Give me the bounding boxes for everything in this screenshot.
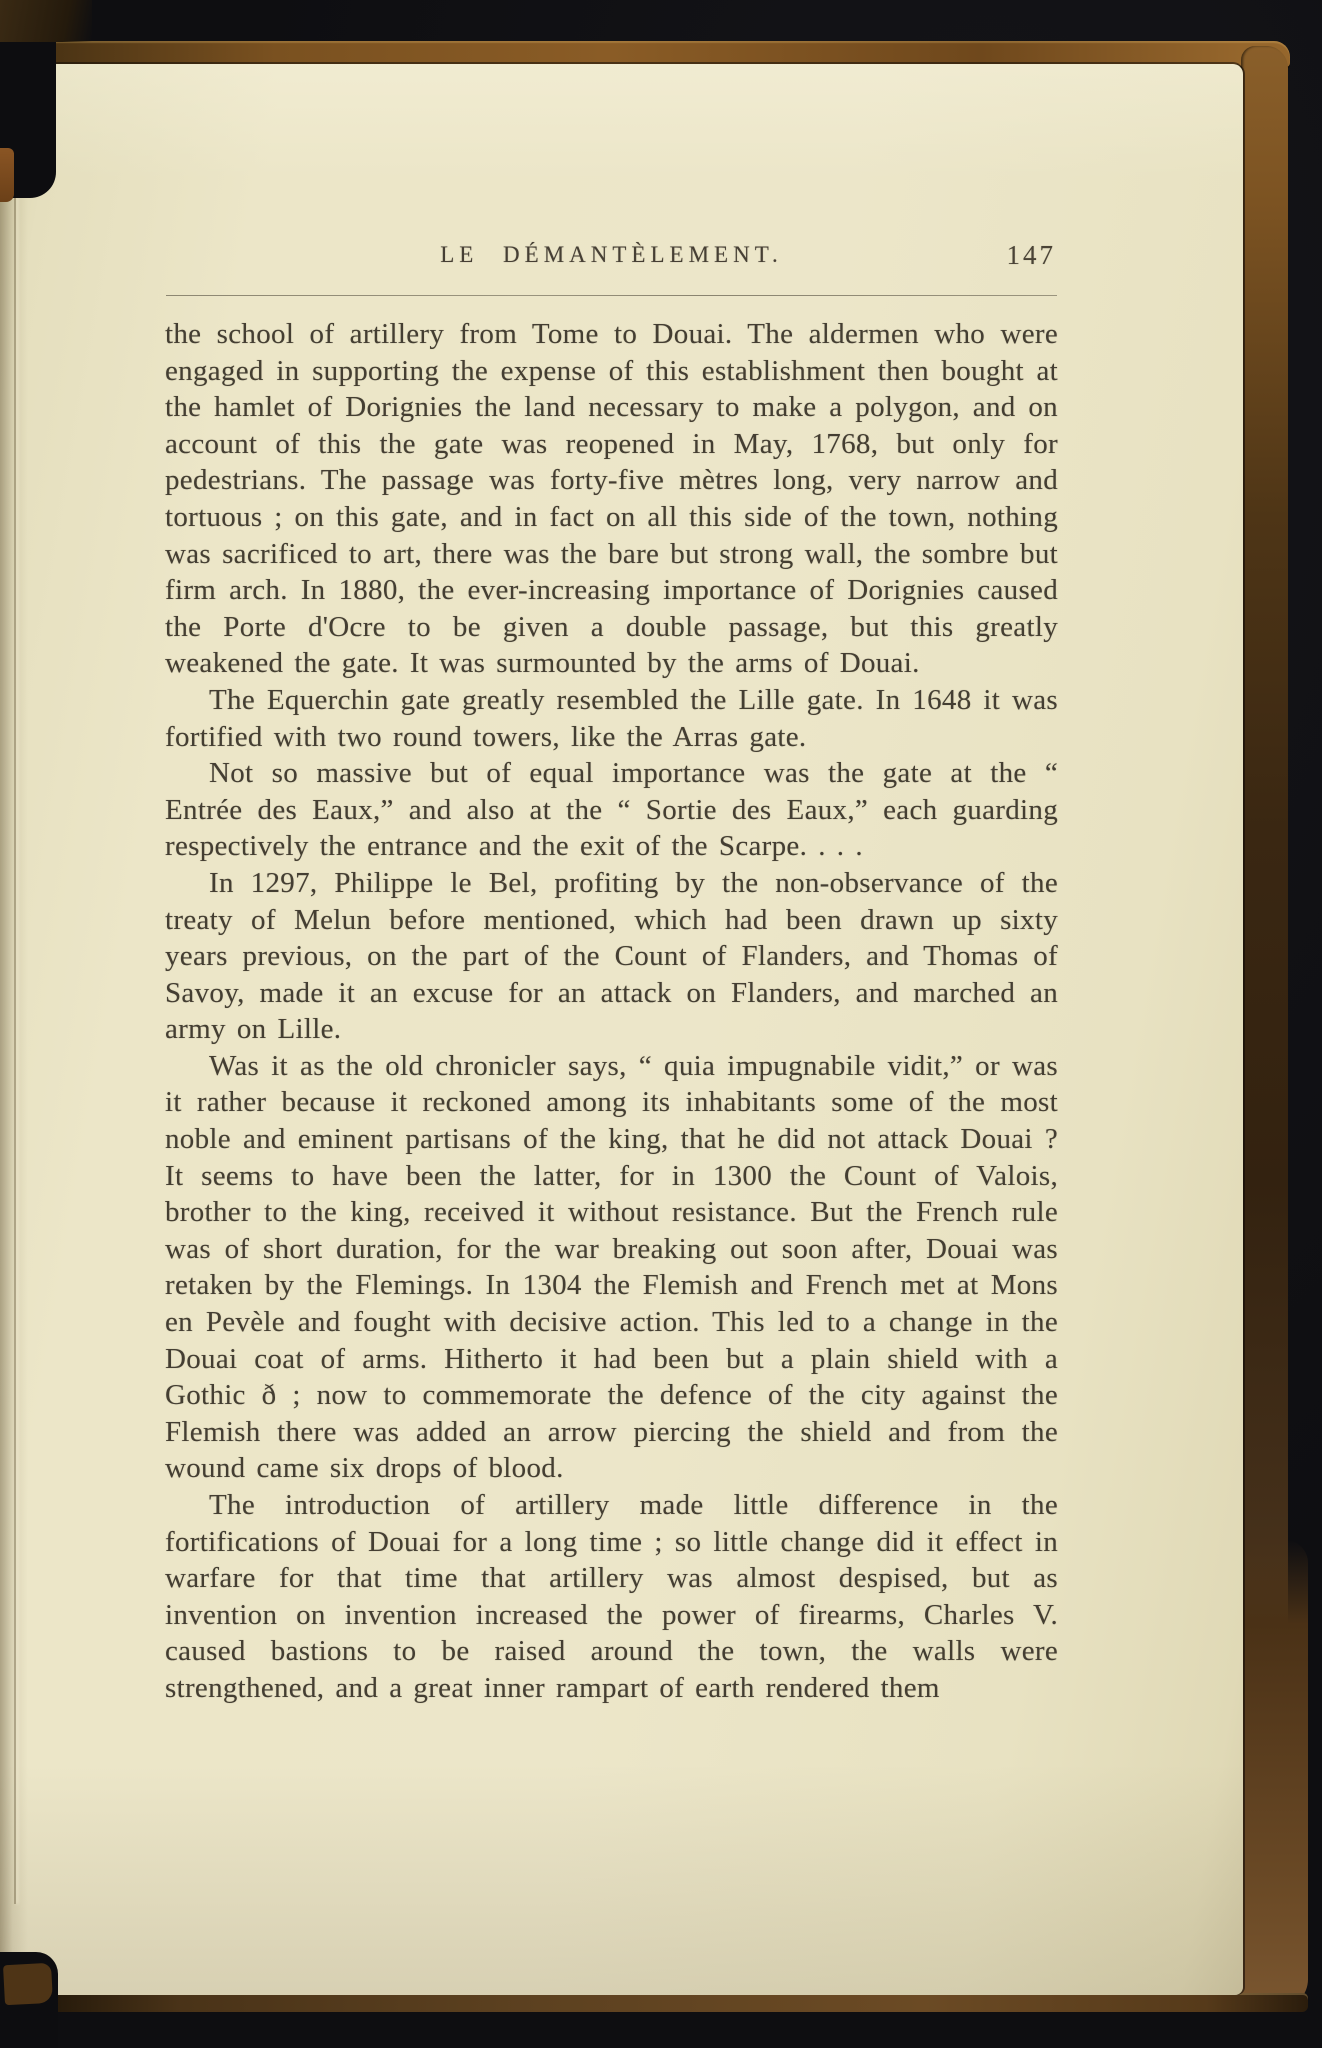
paragraph: The introduction of artillery made little difference in the fortifications of Douai for a long time ; so little change did it effect in warfare for that time that artillery was almost despised, but as invention on invention increased the power of firearms, Charles V. caused bastions to be raised around the town, the walls were strengthened, and a great inner rampart of earth rendered them — [165, 1489, 1058, 1704]
running-head-title: LE DÉMANTÈLEMENT. — [440, 242, 783, 267]
cover-corner-fragment-top-left — [0, 148, 14, 202]
paragraph: In 1297, Philippe le Bel, profiting by the non-observance of the treaty of Melun before mentioned, which had been drawn up sixty years previous, on the part of the Count of Flanders, and Thomas of Savoy, made it an excuse for an attack on Flanders, and marched an army on Lille. — [165, 866, 1058, 1046]
book-page — [0, 64, 1243, 1995]
paragraph: the school of artillery from Tome to Douai. The aldermen who were engaged in supporting the expense of this establishment then bought at the hamlet of Dorignies the land necessary to make a polygon, and on account of this the gate was reopened in May, 1768, but only for pedestrians. The passage was forty-five mètres long, very narrow and tortuous ; on this gate, and in fact on all this side of the town, nothing was sacrificed to art, there was the bare but strong wall, the sombre but firm arch. In 1880, the ever-increasing importance of Dorignies caused the Porte d'Ocre to be given a double passage, but this greatly weakened the gate. It was surmounted by the arms of Douai. — [165, 318, 1058, 680]
paragraph: The Equerchin gate greatly resembled the Lille gate. In 1648 it was fortified with two round towers, like the Arras gate. — [165, 683, 1058, 753]
running-head — [165, 242, 1058, 276]
header-rule — [166, 295, 1057, 296]
page-number: 147 — [1006, 240, 1056, 270]
paragraph: Not so massive but of equal importance was the gate at the “ Entrée des Eaux,” and also at the “ Sortie des Eaux,” each guarding respectively the entrance and the exit of the Scarpe. . . . — [165, 757, 1058, 863]
page-body — [165, 316, 1058, 1707]
page-gutter-crease — [14, 184, 16, 1904]
book-cover-bottom-edge — [28, 1993, 1308, 2012]
paragraph: Was it as the old chronicler says, “ quia impugnabile vidit,” or was it rather because it reckoned among its inhabitants some of the most noble and eminent partisans of the king, that he did not attack Douai ? It seems to have been the latter, for in 1300 the Count of Valois, brother to the king, received it without resistance. But the French rule was of short duration, for the war breaking out soon after, Douai was retaken by the Flemings. In 1304 the Flemish and French met at Mons en Pevèle and fought with decisive action. This led to a change in the Douai coat of arms. Hitherto it had been but a plain shield with a Gothic ð ; now to commemorate the defence of the city against the Flemish there was added an arrow piercing the shield and from the wound came six drops of blood. — [165, 1049, 1058, 1485]
cover-corner-wedge-top-left — [0, 0, 92, 42]
cover-corner-fragment-bottom-left — [3, 1963, 53, 2005]
